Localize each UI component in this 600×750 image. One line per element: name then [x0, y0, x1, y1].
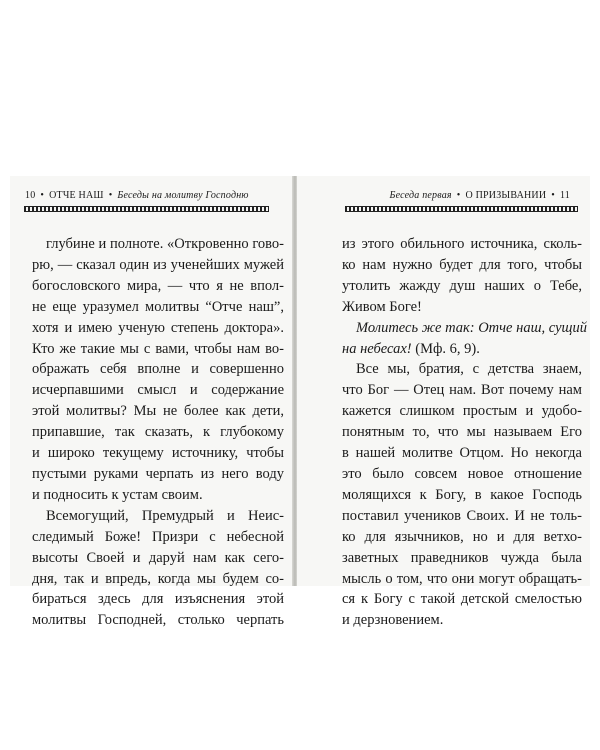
- text-line: богословского мира, — что я не впол-: [32, 277, 284, 294]
- text-line: следимый Боже! Призри с небесной: [32, 528, 284, 545]
- header-bullet: •: [551, 190, 555, 201]
- right-page: [297, 176, 590, 629]
- right-header-subtitle: Беседа первая: [389, 190, 452, 201]
- text-line: Всемогущий, Премудрый и Неис-: [46, 507, 284, 524]
- text-line: это было совсем новое отношение: [342, 465, 582, 482]
- right-body-text: [342, 234, 587, 631]
- text-line: и подносить к устам своим.: [32, 486, 203, 503]
- text-line: понятным то, что мы называем Его: [342, 424, 582, 441]
- right-page-number: 11: [559, 190, 570, 201]
- scripture-reference: (Мф. 6, 9).: [415, 340, 480, 357]
- text-line: из этого обильного источника, сколь-: [342, 236, 582, 252]
- text-line: молитвы Господней, столько черпать: [32, 612, 284, 629]
- text-line: Живом Боге!: [342, 298, 422, 315]
- text-line: в нашей молитве Отцом. Но некогда: [342, 445, 582, 462]
- text-line: бираться здесь для изъяснения этой: [32, 591, 284, 608]
- text-line: мысль о том, что они могут обращать-: [342, 570, 582, 587]
- text-line: и дерзновением.: [342, 612, 444, 629]
- text-line: Кто же такие мы с вами, чтобы нам во-: [32, 340, 284, 357]
- scripture-quote-end: на небесах!: [342, 340, 412, 357]
- text-line: этой молитвы? Мы не более как дети,: [32, 403, 284, 420]
- text-line: рю, — сказал один из ученейших мужей: [32, 256, 284, 273]
- left-running-header: [25, 190, 249, 201]
- scripture-quote-line: [342, 339, 582, 360]
- text-line: хотя и имею ученую степень доктора».: [32, 319, 284, 336]
- text-line: и широко текущему источнику, чтобы: [32, 445, 284, 462]
- text-line: Все мы, братия, с детства знаем,: [356, 361, 582, 378]
- left-header-subtitle: Беседы на молитву Господню: [117, 190, 249, 201]
- left-header-title: ОТЧЕ НАШ: [49, 190, 104, 201]
- text-line: не еще уразумел молитвы “Отче наш”,: [32, 298, 284, 315]
- text-line: исчерпавшими смысл и содержание: [32, 382, 284, 399]
- left-header-ornament-rule: [24, 206, 269, 212]
- text-line: утолить жажду душ наших о Тебе,: [342, 277, 582, 294]
- left-body-text: [32, 234, 284, 631]
- text-line: поставил учеников Своих. И не толь-: [342, 507, 582, 524]
- text-line: припавшие, так сказать, к глубокому: [32, 424, 284, 441]
- text-line: заветных праведников чужда была: [342, 549, 582, 566]
- right-header-title: О ПРИЗЫВАНИИ: [465, 190, 547, 201]
- text-line: что Бог — Отец нам. Вот почему нам: [342, 382, 582, 399]
- text-line: кажется слишком простым и удобо-: [342, 403, 582, 420]
- right-header-ornament-rule: [345, 206, 578, 212]
- text-line: молящихся к Богу, в какое Господь: [342, 486, 582, 503]
- scripture-quote: Молитесь же так: Отче наш, сущий: [356, 319, 587, 336]
- text-line: высоты Своей и даруй нам как сего-: [32, 549, 284, 566]
- text-line: пустыми руками черпать из него воду: [32, 465, 284, 482]
- text-line: ко нам нужно будет для того, чтобы: [342, 256, 582, 273]
- text-line: ко для язычников, но и для ветхо-: [342, 528, 582, 545]
- text-line: глубине и полноте. «Откровенно гово-: [46, 236, 284, 252]
- text-line: дня, так и впредь, когда мы будем со-: [32, 570, 284, 587]
- text-line: ся к Богу с такой детской смелостью: [342, 591, 582, 608]
- left-page: [10, 176, 293, 629]
- header-bullet: •: [456, 190, 461, 201]
- header-bullet: •: [40, 190, 45, 201]
- text-line: ображать себя вполне и совершенно: [32, 361, 284, 378]
- left-page-number: 10: [25, 190, 36, 201]
- right-running-header: [390, 190, 570, 201]
- header-bullet: •: [108, 190, 113, 201]
